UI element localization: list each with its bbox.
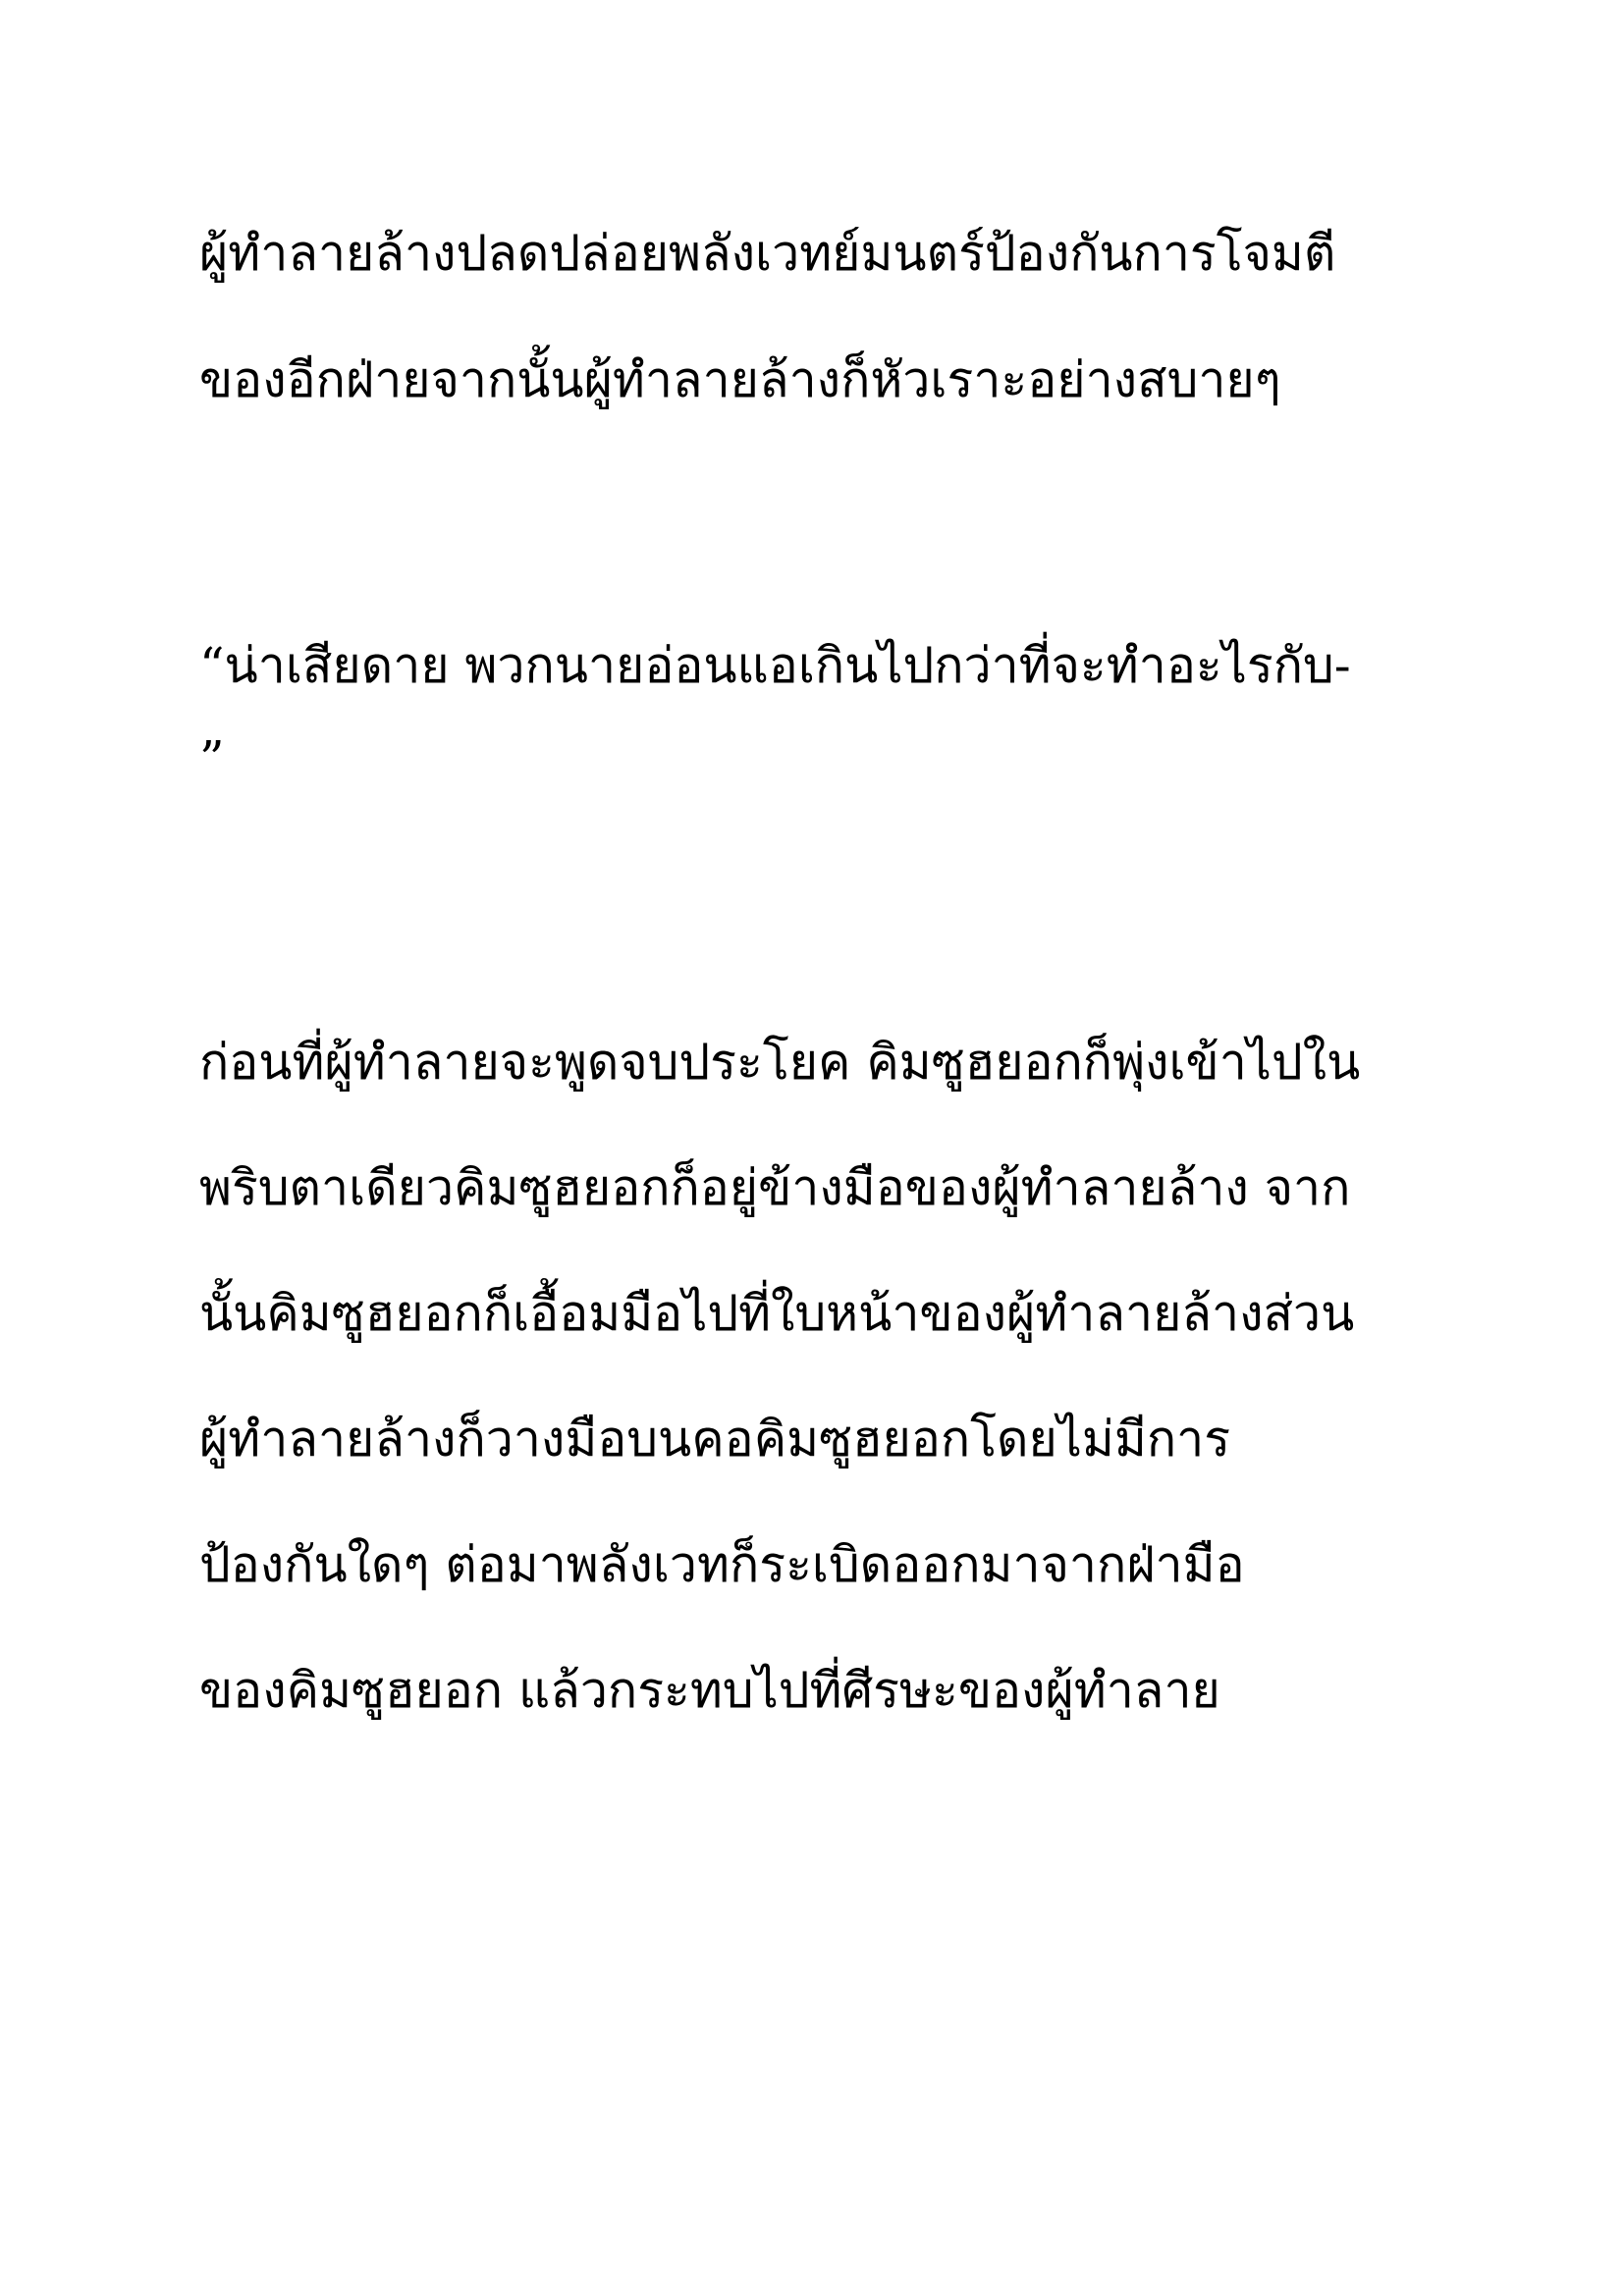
text-line: พริบตาเดียวคิมซูฮยอกก็อยู่ข้างมือของผู้ทำลายล้าง จาก bbox=[199, 1159, 1351, 1216]
text-line: นั้นคิมซูฮยอกก็เอื้อมมือไปที่ใบหน้าของผู้ทำลายล้างส่วน bbox=[199, 1285, 1355, 1342]
text-line: ป้องกันใดๆ ต่อมาพลังเวทก็ระเบิดออกมาจากฝ่ามือ bbox=[199, 1536, 1245, 1593]
dialogue-line: “น่าเสียดาย พวกนายอ่อนแอเกินไปกว่าที่จะทำอะไรกับ- bbox=[199, 637, 1351, 694]
text-line: ผู้ทำลายล้างก็วางมือบนคอคิมซูฮยอกโดยไม่มีการ bbox=[199, 1411, 1231, 1468]
dialogue-closing-quote: ” bbox=[199, 730, 225, 787]
text-line: ของคิมซูฮยอก แล้วกระทบไปที่ศีรษะของผู้ทำลาย bbox=[199, 1662, 1220, 1719]
text-line: ผู้ทำลายล้างปลดปล่อยพลังเวทย์มนตร์ป้องกันการโจมตี bbox=[199, 225, 1336, 282]
text-line: ก่อนที่ผู้ทำลายจะพูดจบประโยค คิมซูฮยอกก็พุ่งเข้าไปใน bbox=[199, 1034, 1361, 1091]
text-line: ของอีกฝ่ายจากนั้นผู้ทำลายล้างก็หัวเราะอย่างสบายๆ bbox=[199, 351, 1281, 408]
